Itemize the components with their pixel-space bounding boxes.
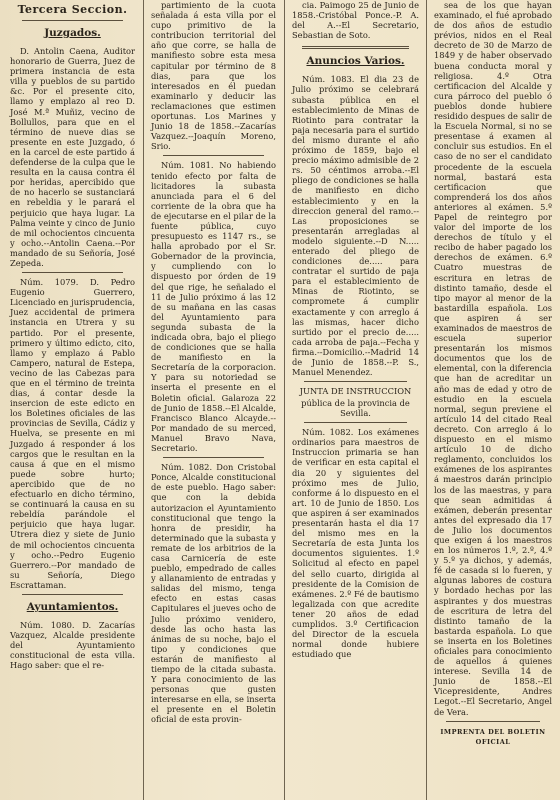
- divider: [446, 721, 540, 722]
- section-title: Tercera Seccion.: [17, 3, 128, 16]
- divider: [302, 46, 409, 49]
- heading-ayuntamientos: Ayuntamientos.: [26, 600, 119, 613]
- column-2: [147, 0, 280, 800]
- column-rule: [143, 0, 144, 800]
- column-3: [288, 0, 423, 800]
- subheading-junta: JUNTA DE INSTRUCCION: [299, 386, 412, 397]
- printer-footer: IMPRENTA DEL BOLETIN OFICIAL: [440, 727, 546, 746]
- subheading-junta-line2: pública de la provincia de Sevilla.: [301, 398, 410, 419]
- notice-paragraph: cia. Paimogo 25 de Junio de 1858.-Cristóbal Ponce.-P. A. del A.--El Secretario, Sebastian de Soto.: [292, 0, 419, 41]
- heading-juzgados: Juzgados.: [44, 27, 101, 39]
- column-rule: [426, 0, 427, 800]
- notice-paragraph: Núm. 1079. D. Pedro Eugenio Guerrero, Licenciado en jurisprudencia, Juez accidental de primera instancia en Utrera y su partido. Por el presente, primero y último edicto, cito, llamo y emplazo á Pablo Campero, natural de Estepa, vecino de las Cabezas para que en el término de treinta dias, á contar desde la insercion de este edicto en los Boletines oficiales de las provincias de Sevilla, Cádiz y Huelva, se presente en mi Juzgado á responder á los cargos que le resultan en la causa á que en el mismo puede sobre hurto; apercibido que de no efectuarlo en dicho término, se continuará la causa en su rebeldía parándole el perjuicio que haya lugar. Utrera diez y siete de Junio de mil ochocientos cincuenta y ocho.--Pedro Eugenio Guerrero.--Por mandado de su Señoría, Diego Escrattaman.: [10, 277, 136, 590]
- notice-paragraph: partimiento de la cuota señalada á esta villa por el cupo primitivo de la contribucion territorial del año que corre, se halla de manifiesto sobre esta mesa capitular por término de 8 dias, para que los interesados en él puedan examinarlo y deducir las reclamaciones que estimen oportunas. Los Marines y Junio 18 de 1858.--Zacarías Vazquez.--Joaquín Moreno, Srio.: [151, 0, 276, 152]
- notice-paragraph: Núm. 1082. Los exámenes ordinarios para maestros de Instruccion primaria se han de verificar en esta capital el dia 20 y siguientes del próximo mes de Julio, conforme á lo dispuesto en el art. 10 de Junio de 1850. Los que aspiren á ser examinados presentarán hasta el dia 17 del mismo mes en la Secretaría de esta Junta los documentos siguientes. 1.º Solicitud al efecto en papel del sello cuarto, dirigida al presidente de la Comision de exámenes. 2.º Fé de bautismo legalizada con que acredite tener 20 años de edad cumplidos. 3.º Certificacion del Director de la escuela normal donde hubiere estudiado que: [292, 427, 419, 660]
- notice-paragraph: sea de los que hayan examinado, el fué aprobado de dos años de estudio prévios, nidos en el Real decreto de 30 de Marzo de 1849 y de haber observado buena conducta moral y religiosa. 4.º Otra certificacion del Alcalde y cura párroco del pueblo ó pueblos donde hubiere residido despues de salir de la Escuela Normal, si no se presentase á examen al concluir sus estudios. En el caso de no ser el candidato procedente de la escuela normal, bastará esta certificacion que comprenderá los dos años anteriores al exámen. 5.º Papel de reintegro por valor del importe de los derechos de título y el recibo de haber pagado los derechos de exámen. 6.º Cuatro muestras de escritura en letras de distinto tamaño, desde el tipo mayor al menor de la bastardilla española. Los que aspiren á ser examinados de maestros de escuela superior presentarán los mismos documentos que los de elemental, con la diferencia que han de acreditar un año mas de edad y otro de estudio en la escuela normal, segun previene el artículo 14 del citado Real decreto. Con arreglo á lo dispuesto en el mismo artículo 10 de dicho reglamento, concluidos los exámenes de los aspirantes á maestros darán principio los de las maestras, y para que sean admitidas á exámen, deberán presentar antes del expresado dia 17 de Julio los documentos que exigen á los maestros en los números 1.º, 2.º, 4.º y 5.º ya dichos, y además, fé de casada si lo fueren, y algunas labores de costura y bordado hechas por las aspirantes y dos muestras de escritura de letra del distinto tamaño de la bastarda española. Lo que se inserta en los Boletines oficiales para conocimiento de aquellos á quienes interese. Sevilla 14 de Junio de 1858.--El Vicepresidente, Andres Legot.--El Secretario, Angel de Vera.: [434, 0, 552, 717]
- column-1: [6, 0, 139, 800]
- divider: [22, 594, 123, 595]
- divider: [304, 381, 407, 382]
- notice-paragraph: Núm. 1081. No habiendo tenido efecto por falta de licitadores la subasta anunciada para el 6 del corriente de la obra que ha de ejecutarse en el pilar de la fuente pública, cuyo presupuesto es 1147 rs., se halla aprobado por el Sr. Gobernador de la provincia, y cumpliendo con lo dispuesto por órden de 19 del que rige, he señalado el 11 de Julio próximo á las 12 de su mañana en las casas del Ayuntamiento para segunda subasta de la indicada obra, bajo el pliego de condiciones que se halla de manifiesto en la Secretaría de la corporacion. Y para su notoriedad se inserta el presente en el Boletin oficial. Galaroza 22 de Junio de 1858.--El Alcalde, Francisco Blanco Alcayde.--Por mandado de su merced, Manuel Bravo Nava, Secretario.: [151, 160, 277, 454]
- divider: [163, 457, 264, 458]
- divider: [304, 422, 407, 423]
- notice-paragraph: D. Antolin Caena, Auditor honorario de Guerra, Juez de primera instancia de esta villa y pueblos de su partido &c. Por el presente cito, llamo y emplazo al reo D. José M.ª Muñiz, vecino de Bollullos, para que en el término de nueve dias se presente en este Juzgado, ó en la carcel de este partido á defenderse de la culpa que le resulta en la causa contra él por heridas, apercibido que de no hacerlo se sustanciará en rebeldia y le parará el perjuicio que haya lugar. La Palma veinte y cinco de Junio de mil ochocientos cincuenta y ocho.--Antolin Caena.--Por mandado de su Señoría, José Zepeda.: [10, 46, 135, 268]
- column-4: [430, 0, 556, 800]
- notice-paragraph: Núm. 1080. D. Zacarías Vazquez, Alcalde presidente del Ayuntamiento constitucional de esta villa. Hago saber: que el re-: [10, 619, 135, 671]
- heading-anuncios-varios: Anuncios Varios.: [306, 55, 405, 68]
- divider: [22, 20, 123, 21]
- column-rule: [284, 0, 285, 800]
- divider: [163, 155, 264, 156]
- notice-paragraph: Núm. 1082. Don Cristobal Ponce, Alcalde constitucional de este pueblo. Hago saber: que con la debida autorizacion el Ayuntamiento constitucional que tengo la honra de presidir, ha determinado que la subasta y remate de los arbitrios de la casa Carnicería de este pueblo, empedrado de calles y allanamiento de entradas y salidas del mismo, tenga efecto en estas casas Capitulares el jueves ocho de Julio próximo venidero, desde las ocho hasta las ánimas de su noche, bajo el tipo y condiciones que estarán de manifiesto al tiempo de la citada subasta. Y para conocimiento de las personas que gusten interesarse en ella, se inserta el presente en el Boletin oficial de esta provin-: [151, 462, 276, 725]
- divider: [22, 272, 123, 273]
- notice-paragraph: Núm. 1083. El dia 23 de Julio próximo se celebrará subasta pública en el establecimiento de Minas de Riotinto para contratar la paja necesaria para el surtido del mismo durante el año próximo de 1859, bajo el precio máximo admisible de 2 rs. 50 céntimos arroba.--El pliego de condiciones se halla de manifiesto en dicho establecimiento y en la direccion general del ramo.--Las proposiciones se presentarán arregladas al modelo siguiente.--D N..... enterado del pliego de condiciones de..... para contratar el surtido de paja para el establecimiento de Minas de Riotinto, se compromete á cumplir exactamente y con arreglo á las mismas, hacer dicho surtido por el precio de..... cada arroba de paja.--Fecha y firma.--Domicilio.--Madrid 14 de Junio de 1858.--P. S., Manuel Menendez.: [292, 74, 419, 378]
